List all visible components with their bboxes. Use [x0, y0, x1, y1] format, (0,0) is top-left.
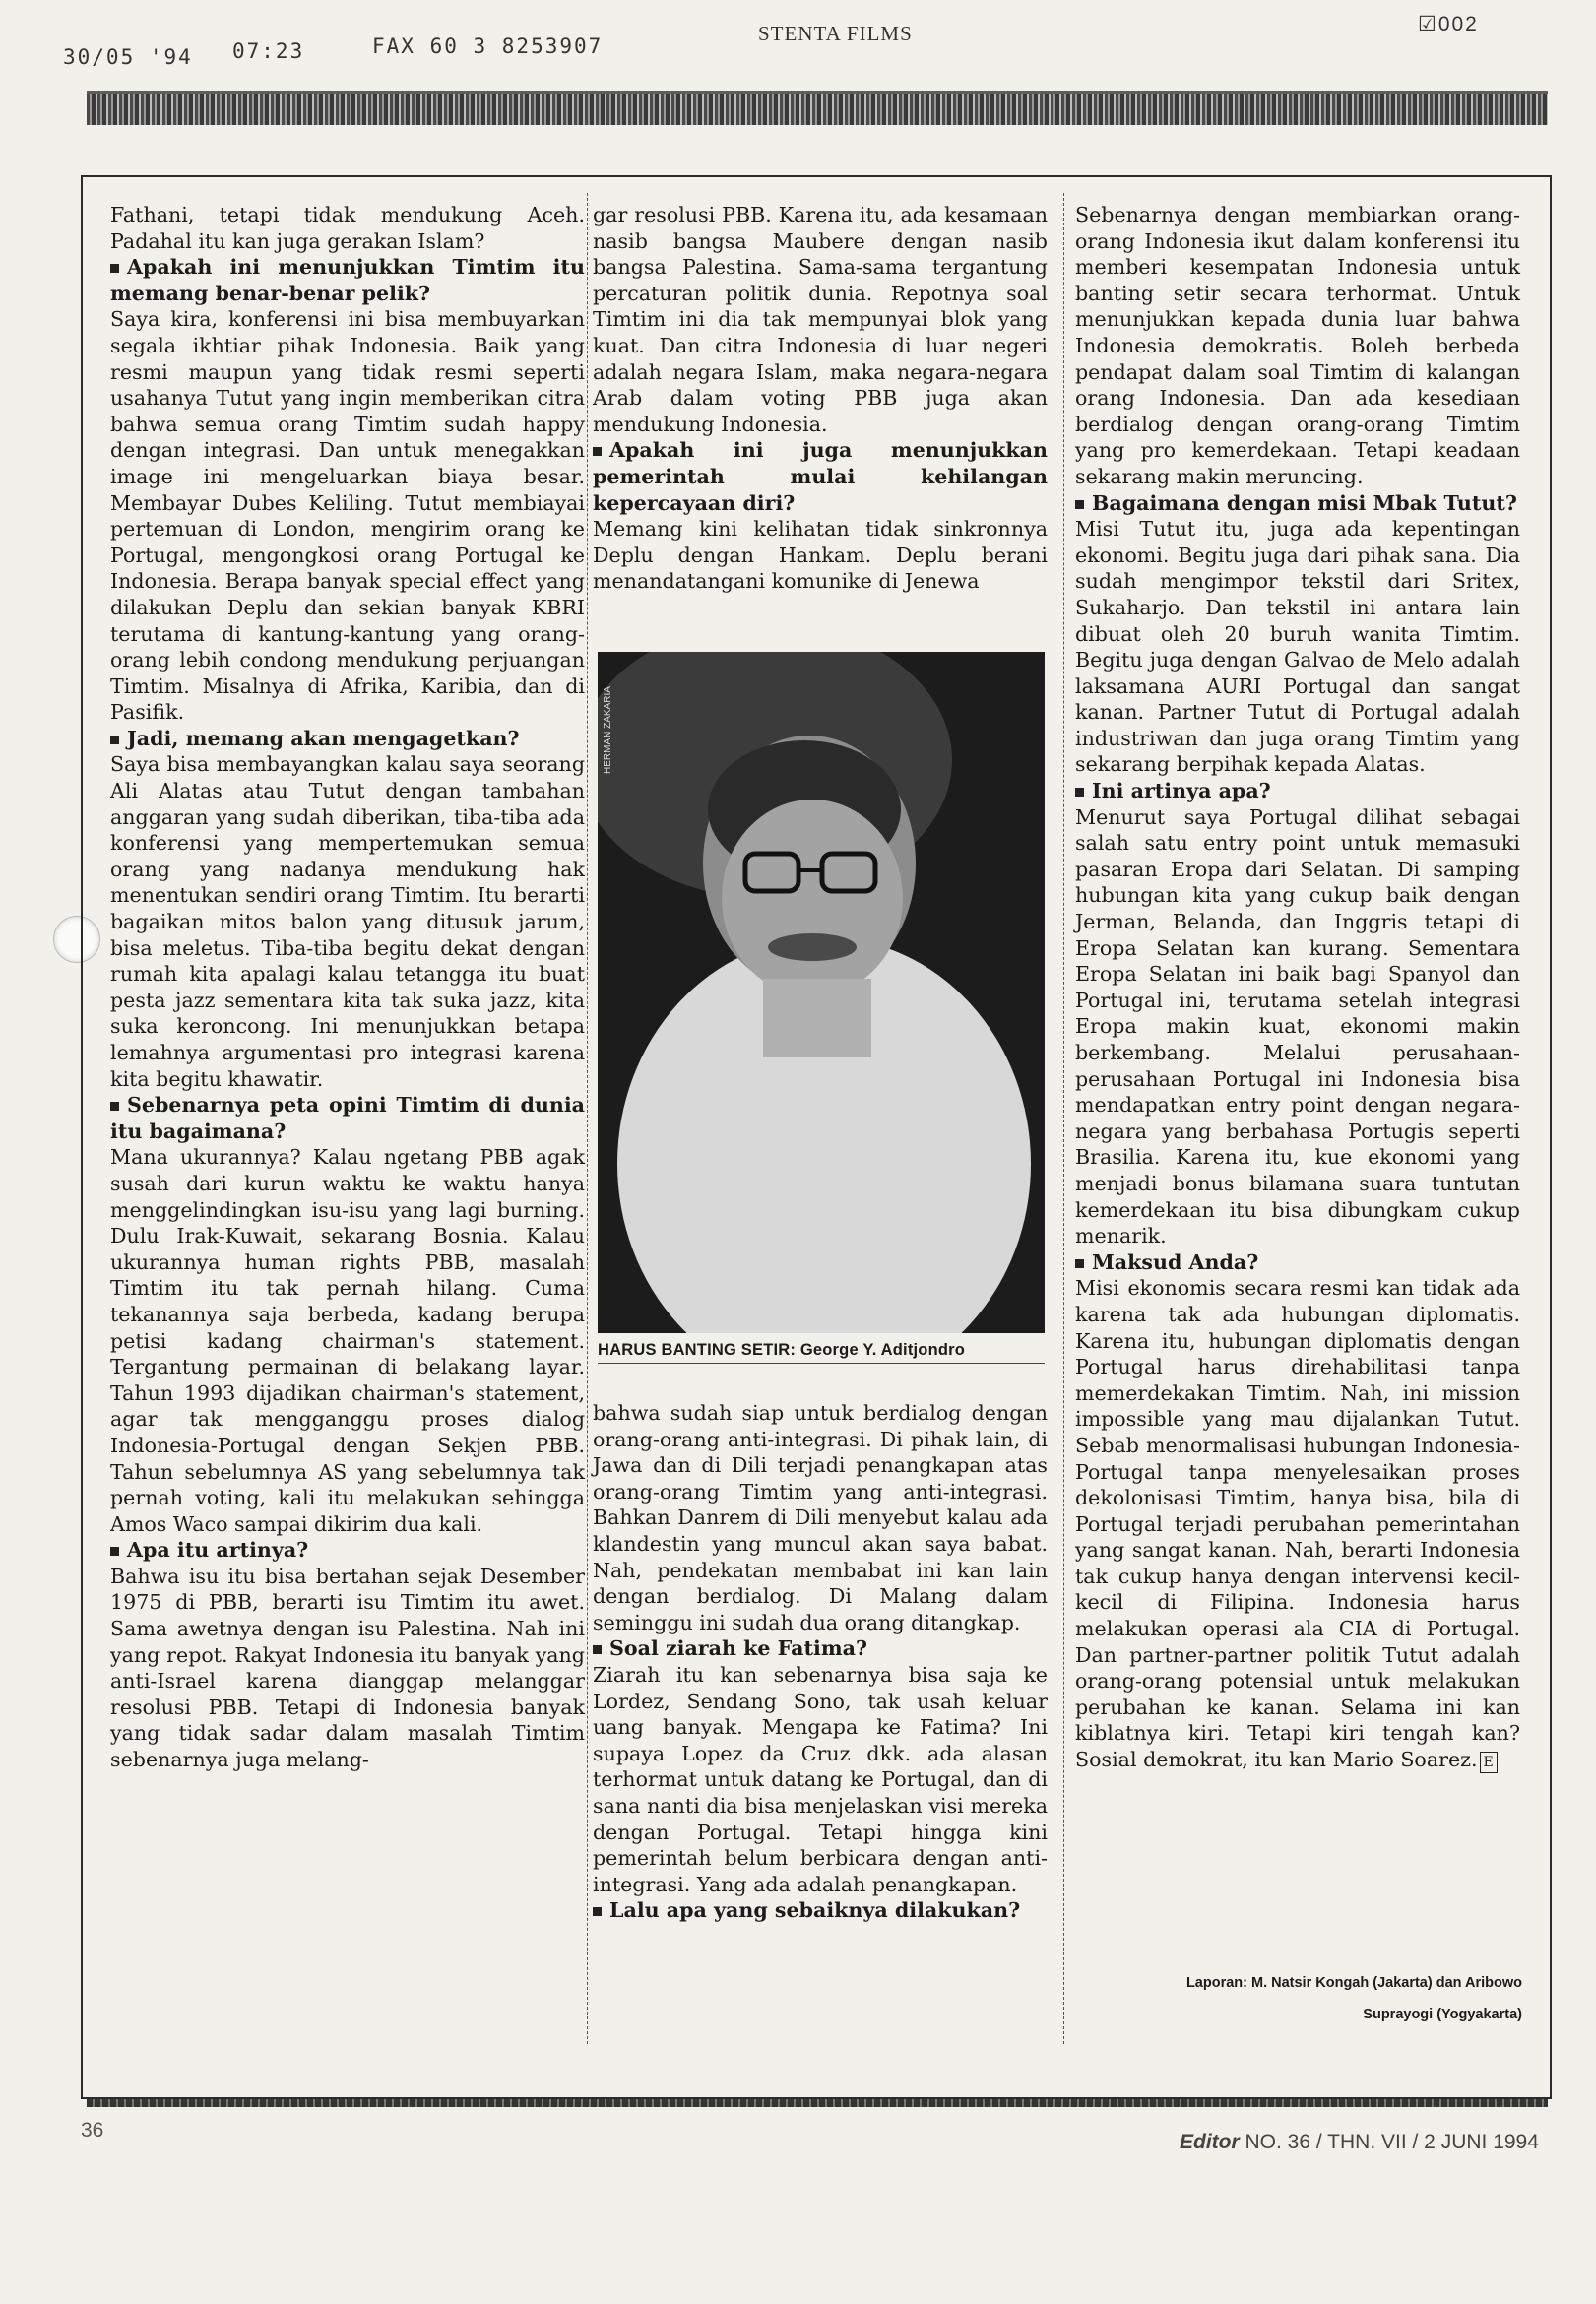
paragraph-text: Misi Tutut itu, juga ada kepentingan ekonomi. Begitu juga dari pihak sana. Dia sudah mengimpor tekstil dari Sritex, Sukaharjo. Dan tekstil ini antara lain dibuat oleh 20 buruh wanita Timtim. Begitu juga dengan Galvao de Melo adalah laksamana AURI Portugal dan sangat kanan. Partner Tutut di Portugal adalah industriwan dan juga orang Timtim yang sekarang berpihak kepada Alatas. [1075, 517, 1520, 777]
paragraph-text: Saya kira, konferensi ini bisa membuyarkan segala ikhtiar pihak Indonesia. Baik yang resmi maupun yang tidak resmi seperti usahanya Tutut yang ingin memberikan citra bahwa semua orang Timtim sudah happy dengan integrasi. Dan untuk menegakkan image ini mengeluarkan biaya besar. Membayar Dubes Keliling. Tutut membiayai pertemuan di London, mengirim orang ke Portugal, mengongkosi orang Portugal ke Indonesia. Berapa banyak special effect yang dilakukan Deplu dan sekian banyak KBRI terutama di kantung-kantung yang orang-orang lebih condong mendukung perjuangan Timtim. Misalnya di Afrika, Karibia, dan di Pasifik. [110, 307, 585, 725]
magazine-name: Editor [1180, 2131, 1240, 2153]
question-bullet-icon [110, 264, 119, 273]
article-paragraph [593, 1400, 1048, 1635]
paragraph-text: Soal ziarah ke Fatima? [609, 1636, 868, 1661]
reporter-line: Laporan: M. Natsir Kongah (Jakarta) dan Aribowo [1185, 1975, 1522, 1991]
end-mark: E [1480, 1752, 1498, 1773]
fax-page-counter: ☑002 [1418, 13, 1479, 35]
paragraph-text: Ini artinya apa? [1092, 779, 1271, 803]
paragraph-text: Ziarah itu kan sebenarnya bisa saja ke Lordez, Sendang Sono, tak usah keluar uang banyak. Mengapa ke Fatima? Ini supaya Lopez da Cruz dkk. ada alasan terhormat untuk datang ke Portugal, dan di sana nanti dia bisa menjelaskan visi mereka dengan Portugal. Tetapi hingga kini pemerintah belum berbicara dengan anti-integrasi. Yang ada adalah penangkapan. [593, 1662, 1048, 1896]
paragraph-text: Saya bisa membayangkan kalau saya seorang Ali Alatas atau Tutut dengan tambahan anggaran yang sudah diberikan, tiba-tiba ada konferensi yang mempertemukan semua orang yang nadanya mendukung hak menentukan sendiri orang Timtim. Itu berarti bagaikan mitos balon yang ditusuk jarum, bisa meletus. Tiba-tiba begitu dekat dengan rumah kita apalagi kalau tetangga itu buat pesta jazz sementara kita tak suka jazz, kita suka keroncong. Ini menunjukkan betapa lemahnya argumentasi pro integrasi karena kita begitu khawatir. [110, 752, 585, 1091]
column-rule [1063, 193, 1064, 2044]
paragraph-text: Misi ekonomis secara resmi kan tidak ada karena tak ada hubungan diplomatis. Karena itu, hubungan diplomatis dengan Portugal harus direhabilitasi tanpa memerdekakan Timtim. Nah, ini mission impossible yang mau dijalankan Tutut. Sebab menormalisasi hubungan Indonesia-Portugal tanpa menyelesaikan proses dekolonisasi Timtim, hanya bisa, bila di Portugal terjadi perubahan pemerintahan yang sangat kanan. Nah, berarti Indonesia tak cukup hanya dengan intervensi kecil-kecil di Filipina. Indonesia harus melakukan operasi ala CIA di Portugal. Dan partner-partner politik Tutut adalah orang-orang potensial untuk melakukan perubahan ke kanan. Selama ini kan kiblatnya kiri. Tetapi kiri tengah kan? Sosial demokrat, itu kan Mario Soarez. [1075, 1276, 1520, 1772]
column-rule [587, 193, 588, 2044]
article-paragraph [1075, 1275, 1520, 1773]
question-bullet-icon [110, 1547, 119, 1556]
question-bullet-icon [110, 736, 119, 744]
interview-question [593, 1897, 1048, 1924]
article-paragraph [110, 1564, 585, 1773]
portrait-illustration [598, 652, 1045, 1333]
issue-line [1180, 2131, 1539, 2154]
question-bullet-icon [110, 1102, 119, 1111]
reporter-line: Suprayogi (Yogyakarta) [1363, 2007, 1522, 2022]
paragraph-text: gar resolusi PBB. Karena itu, ada kesamaan nasib bangsa Maubere dengan nasib bangsa Palestina. Sama-sama tergantung percaturan politik dunia. Repotnya soal Timtim ini dia tak mempunyai blok yang kuat. Dan citra Indonesia di luar negeri adalah negara Islam, maka negara-negara Arab dalam voting PBB juga akan mendukung Indonesia. [593, 203, 1048, 436]
paragraph-text: Apakah ini juga menunjukkan pemerintah mulai kehilangan kepercayaan diri? [593, 438, 1048, 515]
fax-date: 30/05 '94 [63, 45, 193, 69]
interview-question [110, 726, 585, 752]
interview-question [1075, 1249, 1520, 1276]
paragraph-text: Apakah ini menunjukkan Timtim itu memang benar-benar pelik? [110, 255, 585, 305]
photo-caption: HARUS BANTING SETIR: George Y. Aditjondro [598, 1341, 1045, 1364]
paragraph-text: Bagaimana dengan misi Mbak Tutut? [1092, 490, 1517, 515]
footer-scan-band [87, 2099, 1548, 2107]
interview-question [1075, 490, 1520, 517]
article-column-2-bottom [593, 1400, 1048, 1924]
paragraph-text: Fathani, tetapi tidak mendukung Aceh. Padahal itu kan juga gerakan Islam? [110, 203, 585, 253]
paragraph-text: Lalu apa yang sebaiknya dilakukan? [609, 1898, 1021, 1923]
fax-sender: STENTA FILMS [758, 22, 913, 45]
article-paragraph [1075, 516, 1520, 778]
article-paragraph [110, 1144, 585, 1537]
article-column-1 [110, 202, 585, 1773]
photo-credit: HERMAN ZAKARIA [603, 686, 613, 774]
article-paragraph [593, 202, 1048, 437]
paragraph-text: Sebenarnya dengan membiarkan orang-orang Indonesia ikut dalam konferensi itu memberi kesempatan Indonesia untuk banting setir secara terhormat. Untuk menunjukkan kepada dunia luar bahwa Indonesia demokratis. Boleh berbeda pendapat dalam soal Timtim di kalangan orang Indonesia. Dan ada kesediaan berdialog dengan orang-orang Timtim yang pro kemerdekaan. Tetapi keadaan sekarang makin meruncing. [1075, 203, 1520, 488]
article-paragraph [110, 306, 585, 726]
fax-number: FAX 60 3 8253907 [372, 34, 604, 58]
article-paragraph [593, 1662, 1048, 1897]
paragraph-text: Mana ukurannya? Kalau ngetang PBB agak susah dari kurun waktu ke waktu hanya menggelindingkan isu-isu yang lagi burning. Dulu Irak-Kuwait, sekarang Bosnia. Kalau ukurannya human rights PBB, masalah Timtim itu tak pernah hilang. Cuma tekanannya saja berbeda, kadang berupa petisi kadang chairman's statement. Tergantung permainan di belakang layar. Tahun 1993 dijadikan chairman's statement, agar tak mengganggu proses dialog Indonesia-Portugal dengan Sekjen PBB. Tahun sebelumnya AS yang sebelumnya tak pernah voting, kali itu melakukan sehingga Amos Waco sampai dikirim dua kali. [110, 1145, 585, 1536]
paragraph-text: Sebenarnya peta opini Timtim di dunia itu bagaimana? [110, 1093, 585, 1143]
article-column-3 [1075, 202, 1520, 1773]
paragraph-text: Apa itu artinya? [127, 1538, 309, 1563]
article-paragraph [1075, 804, 1520, 1249]
interview-question [593, 1635, 1048, 1662]
interview-question [1075, 778, 1520, 804]
article-paragraph [593, 516, 1048, 595]
article-paragraph [110, 751, 585, 1092]
question-bullet-icon [593, 447, 602, 456]
article-paragraph [1075, 202, 1520, 490]
issue-info: NO. 36 / THN. VII / 2 JUNI 1994 [1245, 2131, 1539, 2153]
fax-scan-band [87, 91, 1548, 125]
portrait-photo [598, 652, 1045, 1333]
interview-question [593, 437, 1048, 516]
question-bullet-icon [1075, 788, 1084, 797]
reporter-credit [1122, 1967, 1522, 2030]
fax-time: 07:23 [232, 39, 305, 63]
question-bullet-icon [593, 1907, 602, 1916]
page-number: 36 [81, 2119, 104, 2142]
fax-header [59, 13, 1536, 71]
paragraph-text: bahwa sudah siap untuk berdialog dengan orang-orang anti-integrasi. Di pihak lain, di Jawa dan di Dili terjadi penangkapan atas orang-orang Timtim yang anti-integrasi. Bahkan Danrem di Dili menyebut kalau ada klandestin yang muncul akan saya babat. Nah, pendekatan membabat ini kan lain dengan berdialog. Di Malang dalam seminggu ini sudah dua orang ditangkap. [593, 1401, 1048, 1634]
interview-question [110, 254, 585, 306]
question-bullet-icon [593, 1645, 602, 1654]
paragraph-text: Menurut saya Portugal dilihat sebagai salah satu entry point untuk memasuki pasaran Eropa dari Selatan. Di samping hubungan kita yang cukup baik dengan Jerman, Belanda, dan Inggris tetapi di Eropa Selatan kan kurang. Sementara Eropa Selatan ini baik bagi Spanyol dan Portugal ini, terutama setelah integrasi Eropa makin kuat, ekonomi makin berkembang. Melalui perusahaan-perusahaan Portugal ini Indonesia bisa mendapatkan entry point dengan negara-negara yang berbahasa Portugis seperti Brasilia. Karena itu, kue ekonomi yang menjadi bonus bilamana suara tuntutan kemerdekaan itu bisa dibungkam cukup menarik. [1075, 804, 1520, 1248]
article-paragraph [110, 202, 585, 254]
question-bullet-icon [1075, 1259, 1084, 1268]
paragraph-text: Jadi, memang akan mengagetkan? [127, 726, 520, 750]
paragraph-text: Bahwa isu itu bisa bertahan sejak Desember 1975 di PBB, berarti isu Timtim itu awet. Sama awetnya dengan isu Palestina. Nah ini yang repot. Rakyat Indonesia itu banyak yang anti-Israel karena dianggap melanggar resolusi PBB. Tetapi di Indonesia banyak yang tidak sadar dalam masalah Timtim sebenarnya juga melang- [110, 1564, 585, 1772]
interview-question [110, 1092, 585, 1144]
paragraph-text: Memang kini kelihatan tidak sinkronnya Deplu dengan Hankam. Deplu berani menandatangani komunike di Jenewa [593, 517, 1048, 594]
paragraph-text: Maksud Anda? [1092, 1249, 1259, 1274]
question-bullet-icon [1075, 500, 1084, 509]
interview-question [110, 1537, 585, 1564]
article-column-2-top [593, 202, 1048, 595]
